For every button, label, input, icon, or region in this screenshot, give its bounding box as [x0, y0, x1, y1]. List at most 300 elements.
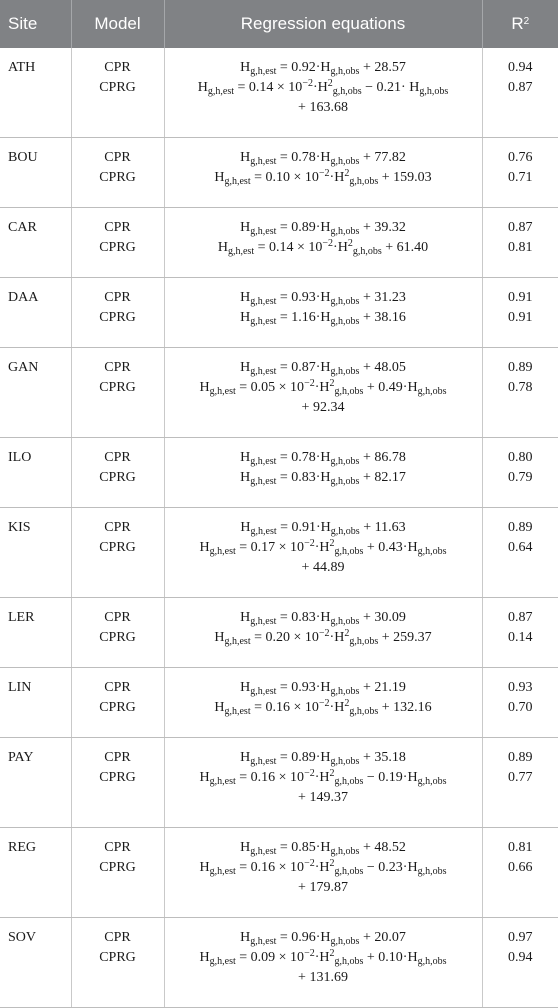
header-equation: Regression equations	[164, 0, 482, 48]
equation-line	[169, 678, 478, 698]
equation-text: H	[199, 860, 210, 875]
table-row	[0, 598, 558, 668]
equation-line	[169, 838, 478, 858]
equation-text: H	[240, 930, 251, 945]
subscript: g,h,est	[250, 366, 277, 377]
subscript: g,h,est	[224, 176, 251, 187]
equation-text: = 0.85·H	[276, 840, 331, 855]
equation-text: = 0.78·H	[276, 450, 331, 465]
r2-value: 0.76	[508, 150, 533, 165]
superscript: 2	[344, 168, 350, 179]
equation-line	[169, 768, 478, 788]
equation-line	[169, 748, 478, 768]
superscript: −2	[302, 78, 313, 89]
table-row	[0, 48, 558, 138]
r2-cell	[482, 208, 558, 278]
subscript: g,h,obs	[330, 296, 360, 307]
model-label: CPRG	[99, 240, 136, 255]
model-label: CPRG	[99, 540, 136, 555]
equation-text: + 20.07	[359, 930, 406, 945]
model-label: CPR	[104, 450, 131, 465]
subscript: g,h,obs	[417, 546, 447, 557]
model-cell	[71, 348, 164, 438]
subscript: g,h,est	[209, 386, 236, 397]
equation-text: + 0.43·H	[363, 540, 418, 555]
superscript: 2	[347, 238, 353, 249]
table-row	[0, 208, 558, 278]
equation-text: = 0.09 × 10	[235, 950, 305, 965]
equation-line	[169, 378, 478, 398]
model-label: CPRG	[99, 700, 136, 715]
subscript: g,h,obs	[334, 546, 364, 557]
equation-text: H	[199, 770, 210, 785]
subscript: g,h,obs	[330, 526, 360, 537]
subscript: g,h,est	[250, 846, 277, 857]
table-row	[0, 828, 558, 918]
equation-text: = 0.05 × 10	[235, 380, 305, 395]
r2-value: 0.81	[508, 240, 533, 255]
r2-value: 0.64	[508, 540, 533, 555]
superscript: −2	[318, 168, 330, 179]
table-row	[0, 738, 558, 828]
equation-text: = 0.89·H	[276, 750, 331, 765]
site-cell: SOV	[0, 918, 71, 1008]
r2-value: 0.14	[508, 630, 533, 645]
r2-value: 0.87	[508, 80, 533, 95]
subscript: g,h,obs	[349, 176, 379, 187]
model-label: CPR	[104, 680, 131, 695]
equation-text: H	[240, 310, 251, 325]
subscript: g,h,est	[250, 296, 277, 307]
equation-text: H	[240, 840, 251, 855]
model-label: CPR	[104, 610, 131, 625]
equation-line	[169, 968, 478, 988]
subscript: g,h,obs	[417, 866, 447, 877]
subscript: g,h,obs	[330, 66, 360, 77]
subscript: g,h,est	[207, 86, 235, 97]
equation-text: + 132.16	[378, 700, 432, 715]
r2-cell	[482, 598, 558, 668]
subscript: g,h,obs	[349, 636, 379, 647]
r2-cell	[482, 278, 558, 348]
r2-value: 0.77	[508, 770, 533, 785]
equation-line	[169, 448, 478, 468]
r2-cell	[482, 348, 558, 438]
model-cell	[71, 508, 164, 598]
model-label: CPR	[104, 360, 131, 375]
site-cell: KIS	[0, 508, 71, 598]
equation-line	[169, 78, 478, 98]
table-row	[0, 348, 558, 438]
model-label: CPR	[104, 930, 131, 945]
r2-cell	[482, 828, 558, 918]
superscript: −2	[318, 698, 330, 709]
equation-text: + 48.05	[359, 360, 406, 375]
table-row	[0, 668, 558, 738]
site-cell: ILO	[0, 438, 71, 508]
subscript: g,h,est	[250, 316, 277, 327]
subscript: g,h,obs	[334, 866, 364, 877]
r2-cell	[482, 738, 558, 828]
site-cell: LIN	[0, 668, 71, 738]
site-cell: ATH	[0, 48, 71, 138]
equation-text: + 149.37	[298, 790, 348, 805]
model-label: CPRG	[99, 310, 136, 325]
subscript: g,h,est	[250, 226, 277, 237]
model-label: CPR	[104, 840, 131, 855]
equation-cell	[164, 918, 482, 1008]
subscript: g,h,obs	[330, 226, 360, 237]
table-row	[0, 918, 558, 1008]
equation-line	[169, 358, 478, 378]
equation-text: ·H	[314, 860, 330, 875]
equation-line	[169, 858, 478, 878]
equation-text: + 31.23	[359, 290, 406, 305]
equation-line	[169, 948, 478, 968]
equation-cell	[164, 48, 482, 138]
equation-cell	[164, 138, 482, 208]
subscript: g,h,obs	[349, 706, 379, 717]
equation-text: = 0.16 × 10	[235, 860, 305, 875]
r2-value: 0.89	[508, 520, 533, 535]
r2-value: 0.70	[508, 700, 533, 715]
r2-value: 0.91	[508, 290, 533, 305]
model-label: CPRG	[99, 770, 136, 785]
r2-value: 0.78	[508, 380, 533, 395]
header-site: Site	[0, 0, 71, 48]
subscript: g,h,obs	[417, 776, 447, 787]
subscript: g,h,obs	[330, 936, 360, 947]
model-label: CPR	[104, 220, 131, 235]
subscript: g,h,est	[227, 246, 255, 257]
equation-text: ·H	[329, 700, 345, 715]
superscript: 2	[344, 628, 350, 639]
site-cell: GAN	[0, 348, 71, 438]
equation-line	[169, 238, 478, 258]
equation-line	[169, 788, 478, 808]
equation-cell	[164, 278, 482, 348]
equation-text: = 0.10 × 10	[250, 170, 319, 185]
subscript: g,h,obs	[352, 246, 382, 257]
equation-text: H	[240, 60, 251, 75]
equation-line	[169, 698, 478, 718]
equation-text: ·H	[312, 80, 328, 95]
equation-text: = 0.14 × 10	[234, 80, 303, 95]
subscript: g,h,obs	[419, 86, 449, 97]
equation-cell	[164, 208, 482, 278]
equation-line	[169, 58, 478, 78]
equation-text: H	[199, 540, 210, 555]
equation-text: + 0.49·H	[363, 380, 418, 395]
r2-value: 0.91	[508, 310, 533, 325]
site-cell: BOU	[0, 138, 71, 208]
equation-text: = 0.96·H	[276, 930, 331, 945]
equation-text: H	[240, 680, 251, 695]
superscript: 2	[329, 538, 335, 549]
table-row	[0, 438, 558, 508]
superscript: 2	[329, 948, 335, 959]
model-cell	[71, 668, 164, 738]
equation-text: H	[199, 950, 210, 965]
model-label: CPRG	[99, 380, 136, 395]
equation-text: = 0.93·H	[276, 290, 331, 305]
equation-text: + 11.63	[359, 520, 406, 535]
subscript: g,h,est	[224, 706, 251, 717]
subscript: g,h,obs	[330, 156, 360, 167]
equation-text: H	[240, 150, 251, 165]
equation-cell	[164, 668, 482, 738]
equation-text: = 0.93·H	[276, 680, 331, 695]
equation-text: ·H	[314, 950, 330, 965]
model-cell	[71, 48, 164, 138]
equation-text: H	[240, 520, 251, 535]
subscript: g,h,obs	[330, 756, 360, 767]
model-label: CPRG	[99, 630, 136, 645]
header-r2-base: R	[511, 14, 524, 33]
r2-value: 0.79	[508, 470, 533, 485]
r2-value: 0.93	[508, 680, 533, 695]
equation-text: = 1.16·H	[276, 310, 331, 325]
subscript: g,h,obs	[330, 616, 360, 627]
equation-cell	[164, 828, 482, 918]
equation-line	[169, 308, 478, 328]
r2-value: 0.71	[508, 170, 533, 185]
equation-text: = 0.87·H	[276, 360, 331, 375]
r2-value: 0.80	[508, 450, 533, 465]
table-row	[0, 508, 558, 598]
subscript: g,h,est	[209, 866, 236, 877]
equation-text: + 131.69	[298, 970, 348, 985]
r2-value: 0.87	[508, 220, 533, 235]
equation-text: + 259.37	[378, 630, 432, 645]
model-cell	[71, 208, 164, 278]
equation-text: + 38.16	[359, 310, 406, 325]
superscript: −2	[322, 238, 334, 249]
equation-text: H	[240, 360, 251, 375]
header-r2	[482, 0, 558, 48]
model-cell	[71, 438, 164, 508]
equation-text: + 39.32	[359, 220, 406, 235]
site-cell: CAR	[0, 208, 71, 278]
subscript: g,h,est	[250, 156, 277, 167]
model-label: CPRG	[99, 860, 136, 875]
equation-cell	[164, 738, 482, 828]
equation-text: H	[214, 700, 225, 715]
subscript: g,h,obs	[332, 86, 362, 97]
r2-cell	[482, 918, 558, 1008]
superscript: −2	[304, 768, 315, 779]
r2-cell	[482, 438, 558, 508]
equation-text: H	[199, 380, 210, 395]
header-r2-exponent: 2	[523, 16, 530, 27]
table-body	[0, 48, 558, 1008]
equation-text: ·H	[314, 540, 330, 555]
equation-text: H	[240, 750, 251, 765]
table-row	[0, 278, 558, 348]
site-cell: REG	[0, 828, 71, 918]
equation-line	[169, 468, 478, 488]
model-cell	[71, 278, 164, 348]
equation-text: + 163.68	[298, 100, 348, 115]
model-cell	[71, 738, 164, 828]
equation-text: = 0.17 × 10	[235, 540, 305, 555]
header-row	[0, 0, 558, 48]
equation-text: + 159.03	[378, 170, 432, 185]
superscript: −2	[304, 948, 315, 959]
model-cell	[71, 598, 164, 668]
subscript: g,h,obs	[330, 476, 360, 487]
subscript: g,h,est	[224, 636, 251, 647]
equation-line	[169, 928, 478, 948]
superscript: −2	[318, 628, 330, 639]
equation-line	[169, 398, 478, 418]
superscript: 2	[329, 768, 335, 779]
equation-text: ·H	[329, 170, 345, 185]
equation-line	[169, 288, 478, 308]
equation-text: + 92.34	[301, 400, 345, 415]
equation-text: + 21.19	[359, 680, 406, 695]
equation-text: = 0.83·H	[276, 610, 331, 625]
equation-text: = 0.89·H	[276, 220, 331, 235]
equation-text: H	[240, 220, 251, 235]
model-label: CPR	[104, 290, 131, 305]
header-model: Model	[71, 0, 164, 48]
equation-line	[169, 878, 478, 898]
subscript: g,h,est	[250, 456, 277, 467]
equation-text: H	[240, 470, 251, 485]
equation-text: = 0.16 × 10	[250, 700, 319, 715]
subscript: g,h,est	[250, 66, 277, 77]
equation-text: = 0.14 × 10	[254, 240, 323, 255]
equation-text: + 48.52	[359, 840, 406, 855]
subscript: g,h,obs	[330, 316, 360, 327]
equation-line	[169, 168, 478, 188]
equation-text: = 0.92·H	[276, 60, 331, 75]
table-row	[0, 138, 558, 208]
equation-text: = 0.20 × 10	[250, 630, 319, 645]
equation-text: = 0.83·H	[276, 470, 331, 485]
equation-text: H	[240, 290, 251, 305]
equation-line	[169, 558, 478, 578]
equation-text: = 0.91·H	[276, 520, 331, 535]
subscript: g,h,est	[250, 936, 277, 947]
equation-line	[169, 148, 478, 168]
equation-text: = 0.16 × 10	[235, 770, 305, 785]
model-label: CPR	[104, 60, 131, 75]
equation-text: ·H	[314, 770, 330, 785]
r2-value: 0.66	[508, 860, 533, 875]
equation-cell	[164, 348, 482, 438]
site-cell: LER	[0, 598, 71, 668]
r2-cell	[482, 508, 558, 598]
superscript: 2	[327, 78, 333, 89]
table-header	[0, 0, 558, 48]
r2-value: 0.81	[508, 840, 533, 855]
equation-cell	[164, 508, 482, 598]
equation-text: = 0.78·H	[276, 150, 331, 165]
model-label: CPRG	[99, 470, 136, 485]
r2-value: 0.97	[508, 930, 533, 945]
equation-line	[169, 538, 478, 558]
equation-text: + 30.09	[359, 610, 406, 625]
equation-text: ·H	[329, 630, 345, 645]
subscript: g,h,obs	[334, 386, 364, 397]
equation-line	[169, 518, 478, 538]
model-label: CPRG	[99, 950, 136, 965]
model-cell	[71, 138, 164, 208]
model-label: CPR	[104, 520, 131, 535]
subscript: g,h,est	[209, 546, 236, 557]
subscript: g,h,est	[250, 756, 277, 767]
equation-text: + 28.57	[359, 60, 406, 75]
model-label: CPR	[104, 750, 131, 765]
superscript: 2	[329, 858, 335, 869]
model-label: CPRG	[99, 80, 136, 95]
subscript: g,h,est	[250, 616, 277, 627]
subscript: g,h,obs	[417, 956, 447, 967]
equation-text: + 86.78	[359, 450, 406, 465]
model-cell	[71, 918, 164, 1008]
r2-value: 0.89	[508, 750, 533, 765]
equation-text: H	[240, 610, 251, 625]
equation-text: + 179.87	[298, 880, 348, 895]
equation-line	[169, 608, 478, 628]
subscript: g,h,obs	[330, 686, 360, 697]
superscript: 2	[344, 698, 350, 709]
site-cell: DAA	[0, 278, 71, 348]
model-label: CPRG	[99, 170, 136, 185]
equation-text: + 77.82	[359, 150, 406, 165]
subscript: g,h,est	[209, 956, 236, 967]
r2-cell	[482, 668, 558, 738]
superscript: −2	[304, 538, 315, 549]
equation-text: + 82.17	[359, 470, 406, 485]
equation-text: H	[214, 170, 225, 185]
r2-value: 0.87	[508, 610, 533, 625]
r2-cell	[482, 48, 558, 138]
equation-text: + 0.10·H	[363, 950, 418, 965]
equation-text: ·H	[314, 380, 330, 395]
equation-text: + 44.89	[301, 560, 345, 575]
equation-text: H	[214, 630, 225, 645]
subscript: g,h,obs	[334, 956, 364, 967]
model-label: CPR	[104, 150, 131, 165]
equation-text: H	[197, 80, 208, 95]
subscript: g,h,est	[250, 686, 277, 697]
equation-text: ·H	[333, 240, 348, 255]
equation-text: − 0.23·H	[363, 860, 418, 875]
subscript: g,h,est	[250, 526, 277, 537]
subscript: g,h,obs	[330, 846, 360, 857]
equation-text: H	[217, 240, 228, 255]
equation-line	[169, 218, 478, 238]
equation-line	[169, 628, 478, 648]
equation-text: H	[240, 450, 251, 465]
equation-cell	[164, 598, 482, 668]
r2-cell	[482, 138, 558, 208]
subscript: g,h,obs	[330, 456, 360, 467]
subscript: g,h,obs	[417, 386, 447, 397]
equation-line	[169, 98, 478, 118]
r2-value: 0.94	[508, 60, 533, 75]
equation-text: + 35.18	[359, 750, 406, 765]
r2-value: 0.94	[508, 950, 533, 965]
subscript: g,h,est	[209, 776, 236, 787]
equation-text: + 61.40	[381, 240, 429, 255]
subscript: g,h,obs	[334, 776, 364, 787]
superscript: −2	[304, 378, 315, 389]
subscript: g,h,obs	[330, 366, 360, 377]
